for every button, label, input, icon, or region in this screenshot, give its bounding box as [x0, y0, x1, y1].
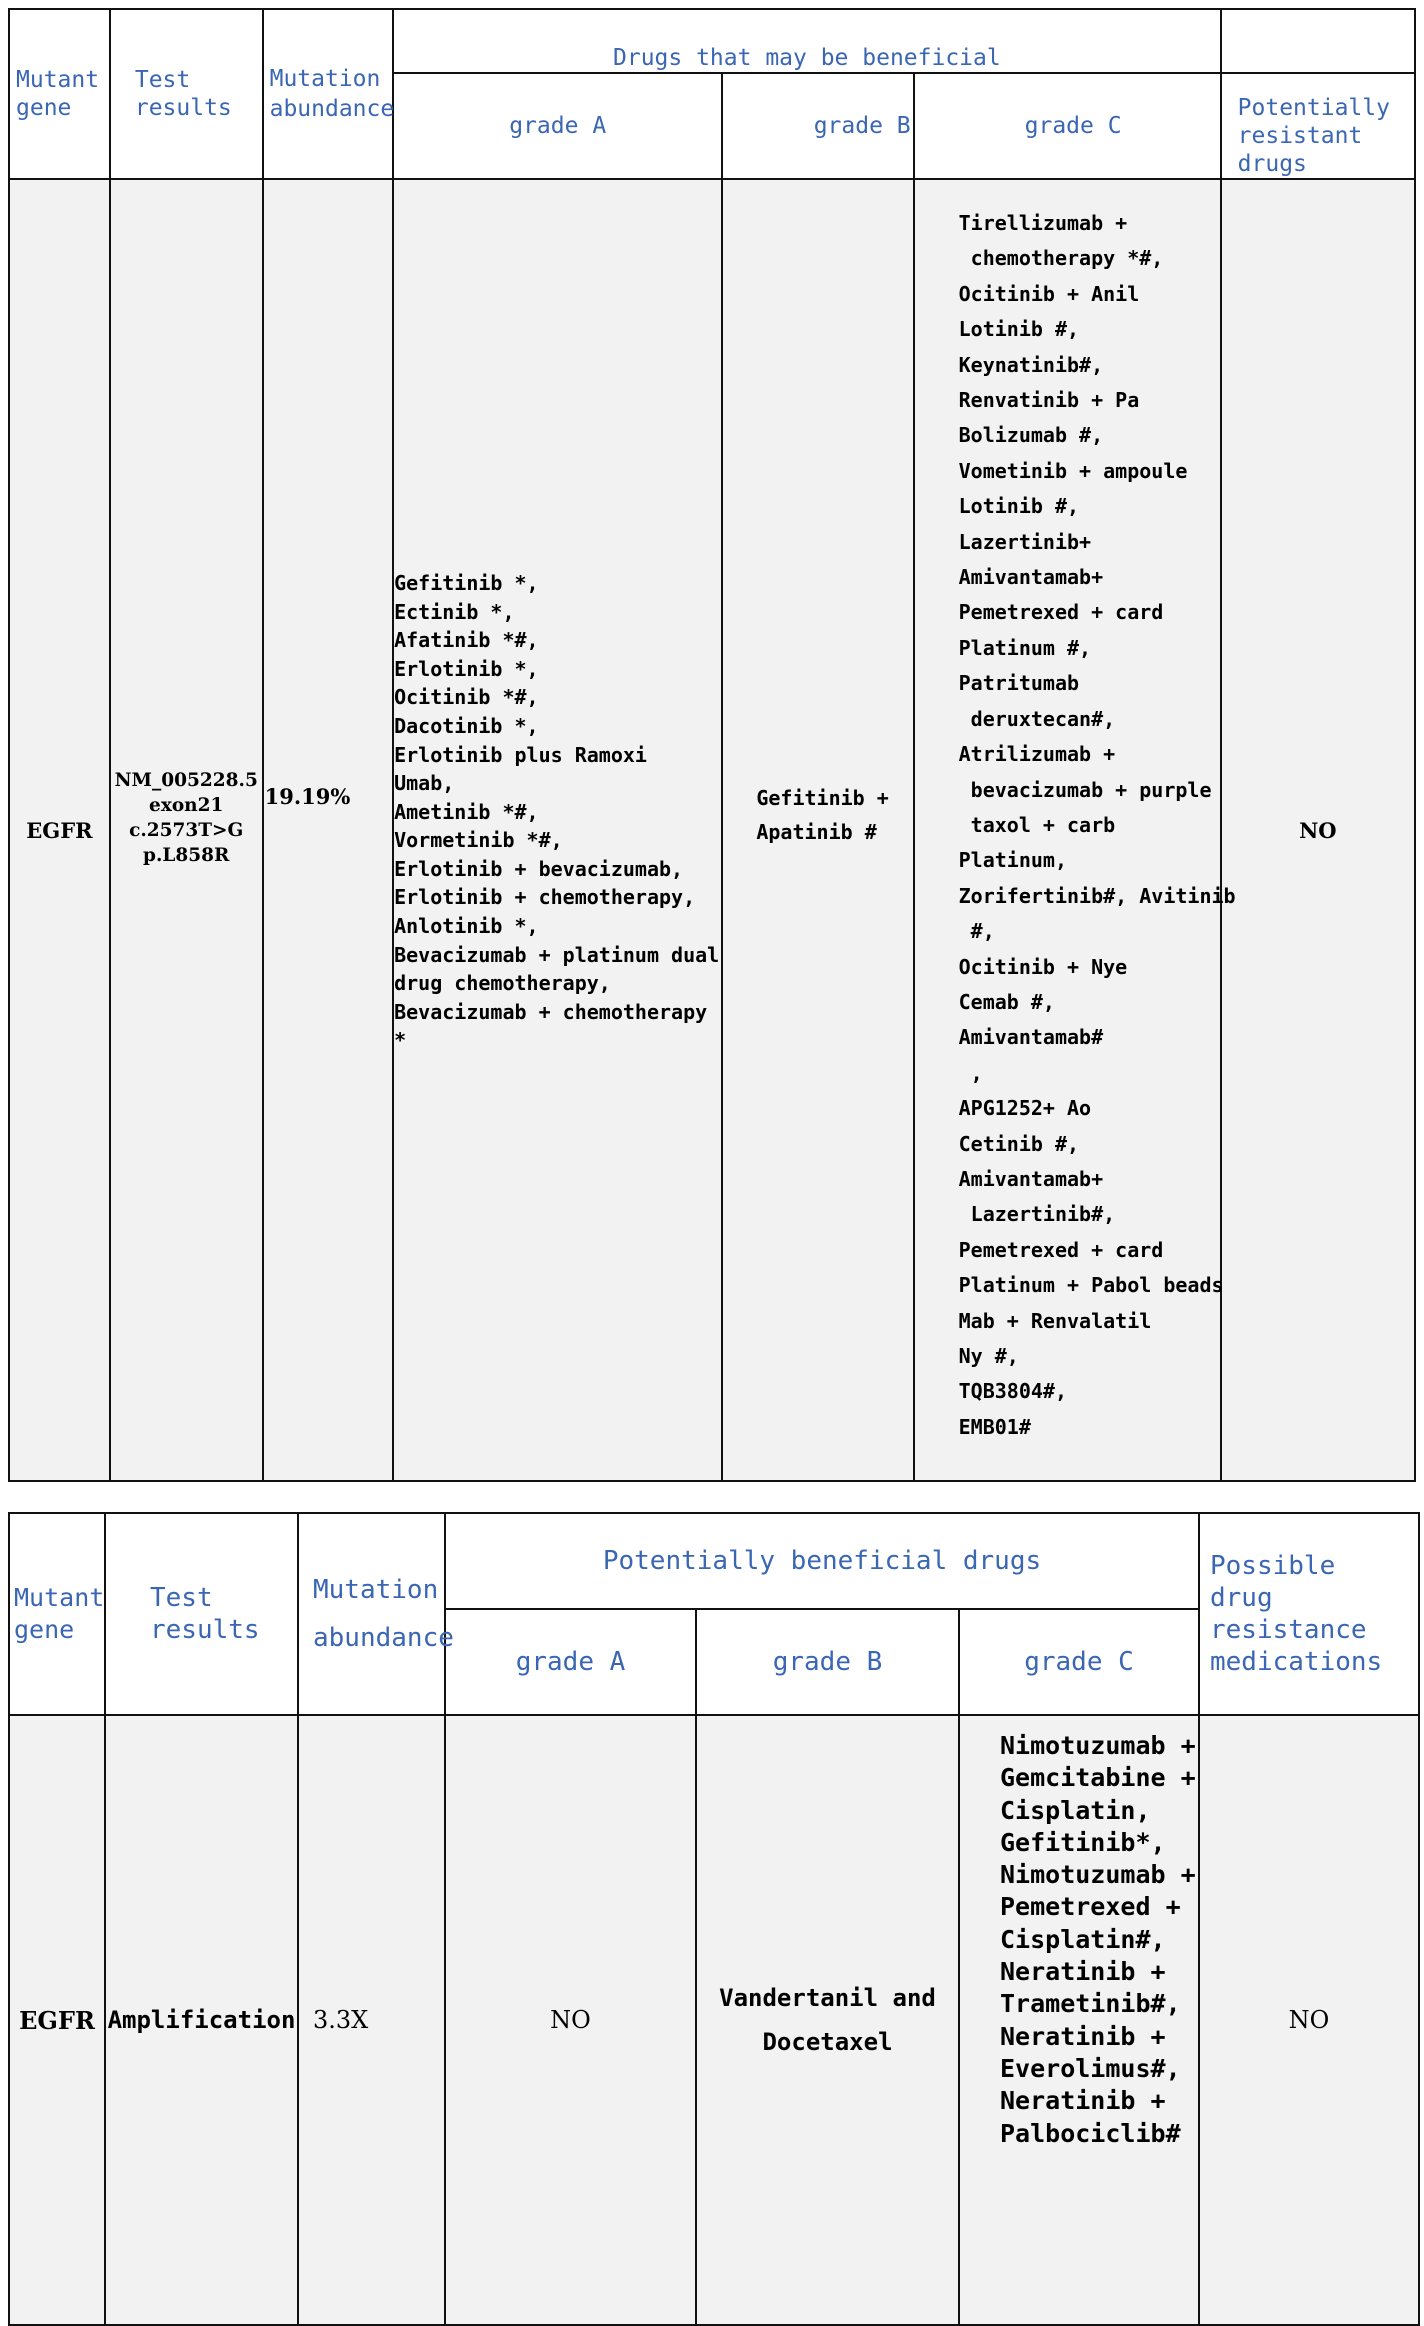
- cell-grade-b-drugs: Gefitinib + Apatinib #: [722, 179, 913, 1481]
- cell-resistant: NO: [1221, 179, 1415, 1481]
- cell-gene-2: EGFR: [9, 1715, 105, 2325]
- mutation-table-point: [8, 8, 1416, 1482]
- cell-grade-a-drugs: Gefitinib *, Ectinib *, Afatinib *#, Erlotinib *, Ocitinib *#, Dacotinib *, Erlotinib plus Ramoxi Umab, Ametinib *#, Vormetinib *#, Erlotinib + bevacizumab, Erlotinib + chemotherapy, Anlotinib *, Bevacizumab + platinum dual drug chemotherapy, Bevacizumab + chemotherapy *: [393, 179, 722, 1481]
- header-grade-b-2: grade B: [696, 1609, 959, 1715]
- header-test-results-2: Test results: [105, 1513, 298, 1715]
- cell-test-result-2: Amplification: [105, 1715, 298, 2325]
- header-grade-b: grade B: [722, 73, 913, 179]
- header-grade-a-2: grade A: [445, 1609, 696, 1715]
- mutation-table-amplification: [8, 1512, 1420, 2326]
- header-drugs-group-2: Potentially beneficial drugs: [445, 1513, 1199, 1609]
- cell-grade-c-2: Nimotuzumab + Gemcitabine + Cisplatin, Gefitinib*, Nimotuzumab + Pemetrexed + Cisplatin#, Neratinib + Trametinib#, Neratinib + Everolimus#, Neratinib + Palbociclib#: [959, 1715, 1199, 2325]
- cell-abundance: 19.19%: [263, 179, 394, 1481]
- cell-resistant-2: NO: [1199, 1715, 1419, 2325]
- header-mutant-gene: Mutant gene: [9, 9, 110, 179]
- header-resistant-2: Possible drug resistance medications: [1199, 1513, 1419, 1715]
- header-resistant: Potentially resistant drugs: [1221, 73, 1415, 179]
- cell-grade-c-drugs: Tirellizumab + chemotherapy *#, Ocitinib + Anil Lotinib #, Keynatinib#, Renvatinib + Pa Bolizumab #, Vometinib + ampoule Lotinib #, Lazertinib+ Amivantamab+ Pemetrexed + card Platinum #, Patritumab deruxtecan#, Atrilizumab + bevacizumab + purple taxol + carb Platinum, Zorifertinib#, Avitinib #, Ocitinib + Nye Cemab #, Amivantamab# , APG1252+ Ao Cetinib #, Amivantamab+ Lazertinib#, Pemetrexed + card Platinum + Pabol beads Mab + Renvalatil Ny #, TQB3804#, EMB01#: [914, 179, 1221, 1481]
- header-test-results: Test results: [110, 9, 263, 179]
- header-grade-c: grade C: [914, 73, 1221, 179]
- cell-grade-a-2: NO: [445, 1715, 696, 2325]
- cell-test-result: NM_005228.5 exon21 c.2573T>G p.L858R: [110, 179, 263, 1481]
- header-empty: [1221, 9, 1415, 73]
- header-mutation-abundance-2: Mutation abundance: [298, 1513, 445, 1715]
- cell-abundance-2: 3.3X: [298, 1715, 445, 2325]
- cell-grade-b-2: Vandertanil and Docetaxel: [696, 1715, 959, 2325]
- header-grade-a: grade A: [393, 73, 722, 179]
- header-grade-c-2: grade C: [959, 1609, 1199, 1715]
- header-mutation-abundance: Mutation abundance: [263, 9, 394, 179]
- cell-gene: EGFR: [9, 179, 110, 1481]
- header-drugs-group: Drugs that may be beneficial: [393, 9, 1221, 73]
- header-mutant-gene-2: Mutant gene: [9, 1513, 105, 1715]
